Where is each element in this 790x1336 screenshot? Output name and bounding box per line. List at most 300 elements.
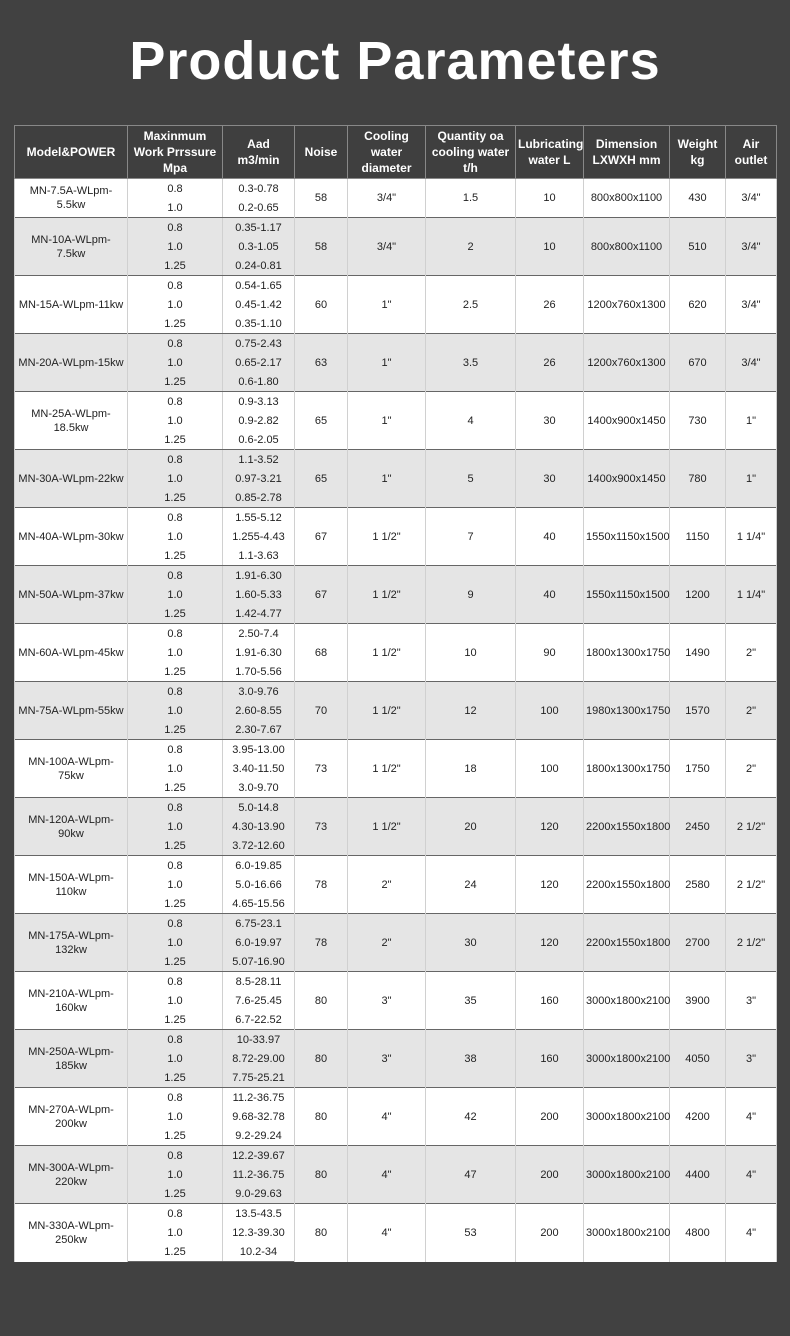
pressure-cell: 0.8 <box>128 566 223 586</box>
pressure-cell: 1.0 <box>128 701 223 720</box>
pressure-cell: 0.8 <box>128 798 223 818</box>
flow-cell: 0.54-1.65 <box>223 276 295 296</box>
pressure-cell: 1.25 <box>128 1184 223 1204</box>
flow-cell: 7.75-25.21 <box>223 1068 295 1088</box>
weight-cell: 430 <box>670 179 726 218</box>
dimension-cell: 2200x1550x1800 <box>584 798 670 856</box>
lubricating-cell: 100 <box>516 682 584 740</box>
pressure-cell: 1.0 <box>128 1223 223 1242</box>
air-outlet-cell: 3/4" <box>726 179 777 218</box>
table-row <box>15 1030 777 1088</box>
pressure-cell: 0.8 <box>128 450 223 470</box>
pressure-cell: 1.0 <box>128 817 223 836</box>
flow-cell: 4.30-13.90 <box>223 817 295 836</box>
table-row <box>15 1088 777 1146</box>
flow-cell: 2.50-7.4 <box>223 624 295 644</box>
cooling-diameter-cell: 1 1/2" <box>348 624 426 682</box>
cooling-diameter-cell: 3/4" <box>348 179 426 218</box>
noise-cell: 78 <box>295 914 348 972</box>
air-outlet-cell: 3/4" <box>726 334 777 392</box>
flow-cell: 6.0-19.97 <box>223 933 295 952</box>
cooling-quantity-cell: 7 <box>426 508 516 566</box>
pressure-cell: 1.0 <box>128 411 223 430</box>
lubricating-cell: 26 <box>516 276 584 334</box>
lubricating-cell: 120 <box>516 856 584 914</box>
flow-cell: 3.0-9.76 <box>223 682 295 702</box>
table-subrow <box>15 1204 777 1224</box>
cooling-quantity-cell: 1.5 <box>426 179 516 218</box>
flow-cell: 6.7-22.52 <box>223 1010 295 1030</box>
weight-cell: 510 <box>670 218 726 276</box>
flow-cell: 1.91-6.30 <box>223 566 295 586</box>
table-row <box>15 682 777 740</box>
weight-cell: 4200 <box>670 1088 726 1146</box>
flow-cell: 12.2-39.67 <box>223 1146 295 1166</box>
table-row <box>15 508 777 566</box>
lubricating-cell: 10 <box>516 218 584 276</box>
cooling-quantity-cell: 3.5 <box>426 334 516 392</box>
parameters-table <box>14 125 777 1262</box>
air-outlet-cell: 2" <box>726 740 777 798</box>
dimension-cell: 1800x1300x1750 <box>584 624 670 682</box>
cooling-quantity-cell: 42 <box>426 1088 516 1146</box>
cooling-quantity-cell: 35 <box>426 972 516 1030</box>
cooling-diameter-cell: 1" <box>348 334 426 392</box>
cooling-quantity-cell: 2.5 <box>426 276 516 334</box>
flow-cell: 1.60-5.33 <box>223 585 295 604</box>
model-cell: MN-250A-WLpm-185kw <box>15 1030 128 1088</box>
flow-cell: 0.3-0.78 <box>223 179 295 199</box>
air-outlet-cell: 4" <box>726 1088 777 1146</box>
header-air-outlet: Air outlet <box>726 126 777 179</box>
pressure-cell: 1.25 <box>128 546 223 566</box>
model-cell: MN-20A-WLpm-15kw <box>15 334 128 392</box>
flow-cell: 1.1-3.52 <box>223 450 295 470</box>
cooling-quantity-cell: 18 <box>426 740 516 798</box>
dimension-cell: 3000x1800x2100 <box>584 972 670 1030</box>
noise-cell: 80 <box>295 1146 348 1204</box>
cooling-diameter-cell: 2" <box>348 914 426 972</box>
noise-cell: 80 <box>295 972 348 1030</box>
pressure-cell: 0.8 <box>128 740 223 760</box>
lubricating-cell: 30 <box>516 450 584 508</box>
pressure-cell: 1.0 <box>128 237 223 256</box>
flow-cell: 1.91-6.30 <box>223 643 295 662</box>
header-pressure: Maxinmum Work Prrssure Mpa <box>128 126 223 179</box>
noise-cell: 73 <box>295 798 348 856</box>
cooling-quantity-cell: 20 <box>426 798 516 856</box>
header-row <box>15 126 777 179</box>
dimension-cell: 1400x900x1450 <box>584 450 670 508</box>
weight-cell: 4400 <box>670 1146 726 1204</box>
weight-cell: 670 <box>670 334 726 392</box>
cooling-quantity-cell: 2 <box>426 218 516 276</box>
dimension-cell: 1200x760x1300 <box>584 276 670 334</box>
model-cell: MN-50A-WLpm-37kw <box>15 566 128 624</box>
table-subrow <box>15 218 777 238</box>
pressure-cell: 0.8 <box>128 1088 223 1108</box>
table-subrow <box>15 450 777 470</box>
model-cell: MN-15A-WLpm-11kw <box>15 276 128 334</box>
model-cell: MN-10A-WLpm-7.5kw <box>15 218 128 276</box>
dimension-cell: 3000x1800x2100 <box>584 1030 670 1088</box>
cooling-quantity-cell: 10 <box>426 624 516 682</box>
cooling-diameter-cell: 3" <box>348 972 426 1030</box>
cooling-quantity-cell: 53 <box>426 1204 516 1262</box>
noise-cell: 58 <box>295 179 348 218</box>
table-row <box>15 334 777 392</box>
flow-cell: 2.60-8.55 <box>223 701 295 720</box>
noise-cell: 80 <box>295 1088 348 1146</box>
cooling-diameter-cell: 4" <box>348 1146 426 1204</box>
flow-cell: 1.42-4.77 <box>223 604 295 624</box>
model-cell: MN-40A-WLpm-30kw <box>15 508 128 566</box>
cooling-quantity-cell: 5 <box>426 450 516 508</box>
parameters-table-wrapper <box>14 125 776 1262</box>
model-cell: MN-175A-WLpm-132kw <box>15 914 128 972</box>
noise-cell: 78 <box>295 856 348 914</box>
flow-cell: 4.65-15.56 <box>223 894 295 914</box>
flow-cell: 0.75-2.43 <box>223 334 295 354</box>
pressure-cell: 1.25 <box>128 314 223 334</box>
cooling-diameter-cell: 1 1/2" <box>348 508 426 566</box>
weight-cell: 730 <box>670 392 726 450</box>
air-outlet-cell: 2 1/2" <box>726 856 777 914</box>
dimension-cell: 1800x1300x1750 <box>584 740 670 798</box>
table-row <box>15 276 777 334</box>
air-outlet-cell: 3" <box>726 972 777 1030</box>
flow-cell: 10.2-34 <box>223 1242 295 1262</box>
noise-cell: 58 <box>295 218 348 276</box>
pressure-cell: 1.0 <box>128 353 223 372</box>
pressure-cell: 1.25 <box>128 256 223 276</box>
weight-cell: 1490 <box>670 624 726 682</box>
model-cell: MN-75A-WLpm-55kw <box>15 682 128 740</box>
flow-cell: 3.72-12.60 <box>223 836 295 856</box>
header-weight: Weight kg <box>670 126 726 179</box>
table-subrow <box>15 1030 777 1050</box>
model-cell: MN-60A-WLpm-45kw <box>15 624 128 682</box>
page-title: Product Parameters <box>129 31 661 91</box>
pressure-cell: 1.25 <box>128 894 223 914</box>
lubricating-cell: 160 <box>516 1030 584 1088</box>
table-row <box>15 218 777 276</box>
pressure-cell: 1.25 <box>128 662 223 682</box>
air-outlet-cell: 1" <box>726 450 777 508</box>
pressure-cell: 1.0 <box>128 198 223 218</box>
pressure-cell: 1.0 <box>128 991 223 1010</box>
cooling-quantity-cell: 47 <box>426 1146 516 1204</box>
dimension-cell: 1400x900x1450 <box>584 392 670 450</box>
table-row <box>15 972 777 1030</box>
dimension-cell: 1980x1300x1750 <box>584 682 670 740</box>
air-outlet-cell: 1" <box>726 392 777 450</box>
flow-cell: 7.6-25.45 <box>223 991 295 1010</box>
noise-cell: 67 <box>295 566 348 624</box>
model-cell: MN-7.5A-WLpm-5.5kw <box>15 179 128 218</box>
pressure-cell: 0.8 <box>128 1204 223 1224</box>
flow-cell: 11.2-36.75 <box>223 1165 295 1184</box>
air-outlet-cell: 4" <box>726 1146 777 1204</box>
pressure-cell: 1.0 <box>128 585 223 604</box>
header-noise: Noise <box>295 126 348 179</box>
pressure-cell: 1.25 <box>128 1010 223 1030</box>
pressure-cell: 1.25 <box>128 604 223 624</box>
lubricating-cell: 30 <box>516 392 584 450</box>
model-cell: MN-100A-WLpm-75kw <box>15 740 128 798</box>
header-cooling-quantity: Quantity oa cooling water t/h <box>426 126 516 179</box>
pressure-cell: 0.8 <box>128 1146 223 1166</box>
table-subrow <box>15 1088 777 1108</box>
air-outlet-cell: 4" <box>726 1204 777 1262</box>
pressure-cell: 1.0 <box>128 1049 223 1068</box>
flow-cell: 8.72-29.00 <box>223 1049 295 1068</box>
air-outlet-cell: 2" <box>726 624 777 682</box>
pressure-cell: 0.8 <box>128 392 223 412</box>
model-cell: MN-25A-WLpm-18.5kw <box>15 392 128 450</box>
flow-cell: 5.07-16.90 <box>223 952 295 972</box>
flow-cell: 10-33.97 <box>223 1030 295 1050</box>
pressure-cell: 0.8 <box>128 914 223 934</box>
weight-cell: 4050 <box>670 1030 726 1088</box>
dimension-cell: 800x800x1100 <box>584 179 670 218</box>
table-row <box>15 450 777 508</box>
model-cell: MN-30A-WLpm-22kw <box>15 450 128 508</box>
pressure-cell: 0.8 <box>128 1030 223 1050</box>
table-subrow <box>15 276 777 296</box>
lubricating-cell: 90 <box>516 624 584 682</box>
header-dimension: Dimension LXWXH mm <box>584 126 670 179</box>
dimension-cell: 2200x1550x1800 <box>584 914 670 972</box>
flow-cell: 0.97-3.21 <box>223 469 295 488</box>
model-cell: MN-270A-WLpm-200kw <box>15 1088 128 1146</box>
table-row <box>15 856 777 914</box>
table-row <box>15 179 777 218</box>
cooling-quantity-cell: 38 <box>426 1030 516 1088</box>
table-row <box>15 566 777 624</box>
table-row <box>15 624 777 682</box>
dimension-cell: 3000x1800x2100 <box>584 1146 670 1204</box>
lubricating-cell: 120 <box>516 798 584 856</box>
flow-cell: 3.0-9.70 <box>223 778 295 798</box>
noise-cell: 63 <box>295 334 348 392</box>
pressure-cell: 0.8 <box>128 972 223 992</box>
lubricating-cell: 200 <box>516 1204 584 1262</box>
lubricating-cell: 160 <box>516 972 584 1030</box>
header-lubricating: Lubricating water L <box>516 126 584 179</box>
weight-cell: 2580 <box>670 856 726 914</box>
pressure-cell: 0.8 <box>128 624 223 644</box>
weight-cell: 1750 <box>670 740 726 798</box>
table-subrow <box>15 856 777 876</box>
cooling-diameter-cell: 1" <box>348 392 426 450</box>
flow-cell: 6.0-19.85 <box>223 856 295 876</box>
flow-cell: 0.45-1.42 <box>223 295 295 314</box>
flow-cell: 0.24-0.81 <box>223 256 295 276</box>
pressure-cell: 1.25 <box>128 372 223 392</box>
model-cell: MN-120A-WLpm-90kw <box>15 798 128 856</box>
lubricating-cell: 200 <box>516 1088 584 1146</box>
table-subrow <box>15 682 777 702</box>
pressure-cell: 1.25 <box>128 1126 223 1146</box>
model-cell: MN-330A-WLpm-250kw <box>15 1204 128 1262</box>
model-cell: MN-150A-WLpm-110kw <box>15 856 128 914</box>
pressure-cell: 1.25 <box>128 720 223 740</box>
pressure-cell: 0.8 <box>128 508 223 528</box>
pressure-cell: 0.8 <box>128 682 223 702</box>
air-outlet-cell: 2 1/2" <box>726 914 777 972</box>
cooling-quantity-cell: 4 <box>426 392 516 450</box>
flow-cell: 11.2-36.75 <box>223 1088 295 1108</box>
weight-cell: 2700 <box>670 914 726 972</box>
air-outlet-cell: 1 1/4" <box>726 566 777 624</box>
lubricating-cell: 40 <box>516 508 584 566</box>
flow-cell: 0.3-1.05 <box>223 237 295 256</box>
flow-cell: 0.65-2.17 <box>223 353 295 372</box>
lubricating-cell: 200 <box>516 1146 584 1204</box>
pressure-cell: 1.25 <box>128 1068 223 1088</box>
weight-cell: 1150 <box>670 508 726 566</box>
pressure-cell: 1.0 <box>128 295 223 314</box>
table-subrow <box>15 392 777 412</box>
flow-cell: 0.35-1.17 <box>223 218 295 238</box>
cooling-diameter-cell: 1 1/2" <box>348 682 426 740</box>
weight-cell: 3900 <box>670 972 726 1030</box>
weight-cell: 1570 <box>670 682 726 740</box>
pressure-cell: 1.0 <box>128 1165 223 1184</box>
dimension-cell: 1550x1150x1500 <box>584 508 670 566</box>
cooling-quantity-cell: 24 <box>426 856 516 914</box>
dimension-cell: 3000x1800x2100 <box>584 1204 670 1262</box>
cooling-diameter-cell: 2" <box>348 856 426 914</box>
flow-cell: 0.35-1.10 <box>223 314 295 334</box>
table-subrow <box>15 508 777 528</box>
air-outlet-cell: 3/4" <box>726 276 777 334</box>
weight-cell: 1200 <box>670 566 726 624</box>
air-outlet-cell: 2" <box>726 682 777 740</box>
cooling-diameter-cell: 3/4" <box>348 218 426 276</box>
pressure-cell: 0.8 <box>128 218 223 238</box>
weight-cell: 620 <box>670 276 726 334</box>
table-row <box>15 740 777 798</box>
table-subrow <box>15 566 777 586</box>
flow-cell: 3.40-11.50 <box>223 759 295 778</box>
flow-cell: 1.55-5.12 <box>223 508 295 528</box>
flow-cell: 0.85-2.78 <box>223 488 295 508</box>
weight-cell: 780 <box>670 450 726 508</box>
weight-cell: 4800 <box>670 1204 726 1262</box>
cooling-diameter-cell: 4" <box>348 1088 426 1146</box>
pressure-cell: 1.25 <box>128 836 223 856</box>
flow-cell: 0.9-3.13 <box>223 392 295 412</box>
cooling-quantity-cell: 9 <box>426 566 516 624</box>
air-outlet-cell: 1 1/4" <box>726 508 777 566</box>
table-row <box>15 798 777 856</box>
noise-cell: 73 <box>295 740 348 798</box>
pressure-cell: 1.25 <box>128 952 223 972</box>
dimension-cell: 1200x760x1300 <box>584 334 670 392</box>
lubricating-cell: 26 <box>516 334 584 392</box>
header-cooling-diameter: Cooling water diameter <box>348 126 426 179</box>
pressure-cell: 0.8 <box>128 179 223 199</box>
flow-cell: 1.70-5.56 <box>223 662 295 682</box>
dimension-cell: 3000x1800x2100 <box>584 1088 670 1146</box>
table-row <box>15 914 777 972</box>
flow-cell: 0.9-2.82 <box>223 411 295 430</box>
cooling-diameter-cell: 1 1/2" <box>348 798 426 856</box>
air-outlet-cell: 3/4" <box>726 218 777 276</box>
pressure-cell: 1.0 <box>128 875 223 894</box>
table-subrow <box>15 1146 777 1166</box>
noise-cell: 68 <box>295 624 348 682</box>
cooling-diameter-cell: 1 1/2" <box>348 566 426 624</box>
flow-cell: 12.3-39.30 <box>223 1223 295 1242</box>
table-subrow <box>15 179 777 199</box>
air-outlet-cell: 3" <box>726 1030 777 1088</box>
flow-cell: 3.95-13.00 <box>223 740 295 760</box>
header-model: Model&POWER <box>15 126 128 179</box>
pressure-cell: 0.8 <box>128 334 223 354</box>
dimension-cell: 2200x1550x1800 <box>584 856 670 914</box>
pressure-cell: 1.25 <box>128 488 223 508</box>
table-subrow <box>15 972 777 992</box>
pressure-cell: 1.0 <box>128 759 223 778</box>
cooling-diameter-cell: 1" <box>348 276 426 334</box>
cooling-diameter-cell: 1" <box>348 450 426 508</box>
air-outlet-cell: 2 1/2" <box>726 798 777 856</box>
pressure-cell: 0.8 <box>128 276 223 296</box>
flow-cell: 0.6-2.05 <box>223 430 295 450</box>
noise-cell: 70 <box>295 682 348 740</box>
flow-cell: 9.68-32.78 <box>223 1107 295 1126</box>
flow-cell: 8.5-28.11 <box>223 972 295 992</box>
pressure-cell: 1.0 <box>128 1107 223 1126</box>
flow-cell: 9.0-29.63 <box>223 1184 295 1204</box>
noise-cell: 80 <box>295 1204 348 1262</box>
flow-cell: 2.30-7.67 <box>223 720 295 740</box>
noise-cell: 65 <box>295 450 348 508</box>
flow-cell: 6.75-23.1 <box>223 914 295 934</box>
weight-cell: 2450 <box>670 798 726 856</box>
model-cell: MN-210A-WLpm-160kw <box>15 972 128 1030</box>
cooling-diameter-cell: 1 1/2" <box>348 740 426 798</box>
header-flow: Aad m3/min <box>223 126 295 179</box>
table-subrow <box>15 624 777 644</box>
cooling-diameter-cell: 3" <box>348 1030 426 1088</box>
flow-cell: 9.2-29.24 <box>223 1126 295 1146</box>
pressure-cell: 1.25 <box>128 1242 223 1262</box>
dimension-cell: 1550x1150x1500 <box>584 566 670 624</box>
flow-cell: 0.6-1.80 <box>223 372 295 392</box>
flow-cell: 13.5-43.5 <box>223 1204 295 1224</box>
flow-cell: 5.0-14.8 <box>223 798 295 818</box>
flow-cell: 5.0-16.66 <box>223 875 295 894</box>
flow-cell: 1.255-4.43 <box>223 527 295 546</box>
cooling-quantity-cell: 30 <box>426 914 516 972</box>
table-subrow <box>15 914 777 934</box>
lubricating-cell: 40 <box>516 566 584 624</box>
flow-cell: 1.1-3.63 <box>223 546 295 566</box>
noise-cell: 65 <box>295 392 348 450</box>
lubricating-cell: 120 <box>516 914 584 972</box>
noise-cell: 80 <box>295 1030 348 1088</box>
pressure-cell: 1.25 <box>128 430 223 450</box>
pressure-cell: 1.0 <box>128 643 223 662</box>
table-subrow <box>15 334 777 354</box>
pressure-cell: 1.0 <box>128 933 223 952</box>
lubricating-cell: 10 <box>516 179 584 218</box>
model-cell: MN-300A-WLpm-220kw <box>15 1146 128 1204</box>
